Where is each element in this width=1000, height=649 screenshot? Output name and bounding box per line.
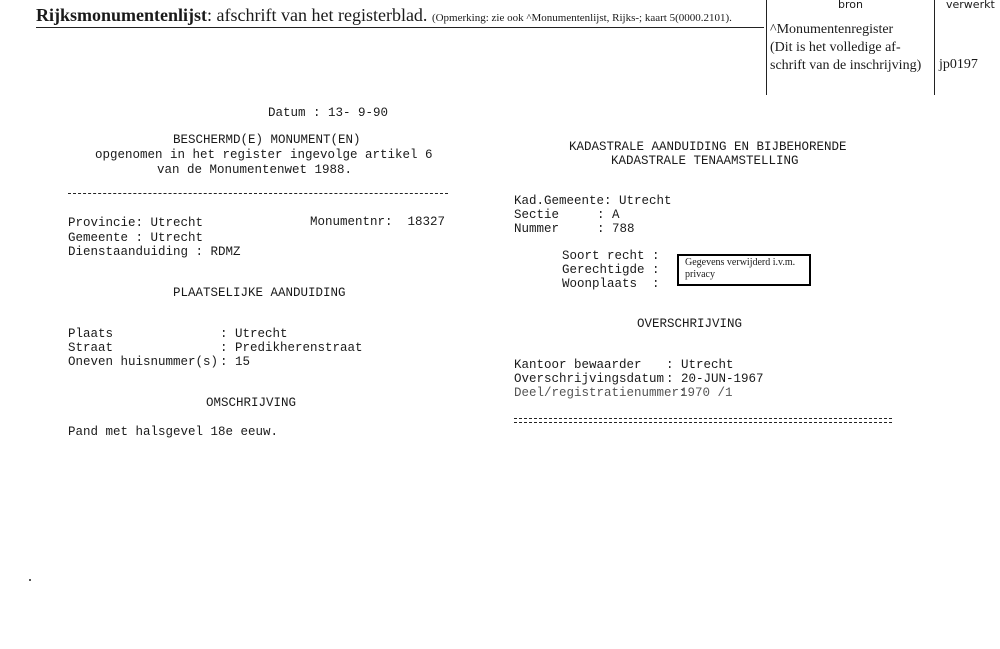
left-separator [68, 193, 448, 194]
title-rule [36, 27, 764, 28]
oneven-label: Oneven huisnummer(s) [68, 355, 219, 369]
bron-column-header: bron [838, 0, 863, 11]
overschrijvingsdatum-label: Overschrijvingsdatum [514, 372, 665, 386]
title-bold: Rijksmonumentenlijst [36, 5, 208, 25]
monument-subheading: opgenomen in het register ingevolge artikel 6 [95, 148, 433, 162]
title-rest: : afschrift van het registerblad. [207, 5, 428, 25]
sectie-value: : A [597, 208, 620, 222]
document-title [36, 5, 732, 26]
kadastrale-subheading: KADASTRALE TENAAMSTELLING [611, 154, 799, 168]
column-divider-right [934, 0, 935, 95]
gerechtigde-label: Gerechtigde : [562, 263, 660, 277]
plaats-label: Plaats [68, 327, 114, 341]
monument-law: van de Monumentenwet 1988. [157, 163, 353, 177]
straat-value: : Predikherenstraat [220, 341, 363, 355]
privacy-line-1: Gegevens verwijderd i.v.m. [685, 257, 796, 268]
right-separator [514, 418, 892, 423]
kad-gemeente-line: Kad.Gemeente: Utrecht [514, 194, 672, 208]
bron-text [770, 21, 921, 75]
overschrijving-heading: OVERSCHRIJVING [637, 317, 743, 331]
privacy-line-2: privacy [685, 269, 715, 280]
plaatselijke-heading: PLAATSELIJKE AANDUIDING [173, 286, 346, 300]
deel-value: 1970 /1 [680, 386, 733, 400]
sectie-label: Sectie [514, 208, 560, 222]
title-note: (Opmerking: zie ook ^Monumentenlijst, Rijks-; kaart 5(0000.2101). [431, 12, 732, 24]
datum-line: Datum : 13- 9-90 [268, 106, 389, 120]
column-divider-left [766, 0, 767, 95]
overschrijvingsdatum-value: : 20-JUN-1967 [666, 372, 764, 386]
kantoor-label: Kantoor bewaarder [514, 358, 642, 372]
kantoor-value: : Utrecht [666, 358, 734, 372]
deel-label: Deel/registratienummer: [514, 386, 687, 400]
monument-heading: BESCHERMD(E) MONUMENT(EN) [173, 133, 361, 147]
bron-line-2: (Dit is het volledige af- [770, 40, 901, 55]
oneven-value: : 15 [220, 355, 251, 369]
monumentnr-line: Monumentnr: 18327 [310, 215, 446, 229]
bron-line-3: schrift van de inschrijving) [770, 58, 922, 73]
nummer-label: Nummer [514, 222, 560, 236]
kadastrale-heading: KADASTRALE AANDUIDING EN BIJBEHORENDE [569, 140, 847, 154]
privacy-note [685, 257, 795, 281]
bron-line-1: ^Monumentenregister [770, 22, 894, 37]
omschrijving-text: Pand met halsgevel 18e eeuw. [68, 425, 279, 439]
verwerkt-column-header: verwerkt [946, 0, 995, 11]
gemeente-line: Gemeente : Utrecht [68, 231, 204, 245]
woonplaats-label: Woonplaats : [562, 277, 660, 291]
dienstaanduiding-line: Dienstaanduiding : RDMZ [68, 245, 241, 259]
verwerkt-value: jp0197 [939, 57, 978, 72]
nummer-value: : 788 [597, 222, 635, 236]
omschrijving-heading: OMSCHRIJVING [206, 396, 297, 410]
soort-recht-label: Soort recht : [562, 249, 660, 263]
straat-label: Straat [68, 341, 114, 355]
plaats-value: : Utrecht [220, 327, 288, 341]
scan-speck [29, 579, 31, 581]
provincie-line: Provincie: Utrecht [68, 216, 204, 230]
privacy-box [677, 254, 811, 286]
